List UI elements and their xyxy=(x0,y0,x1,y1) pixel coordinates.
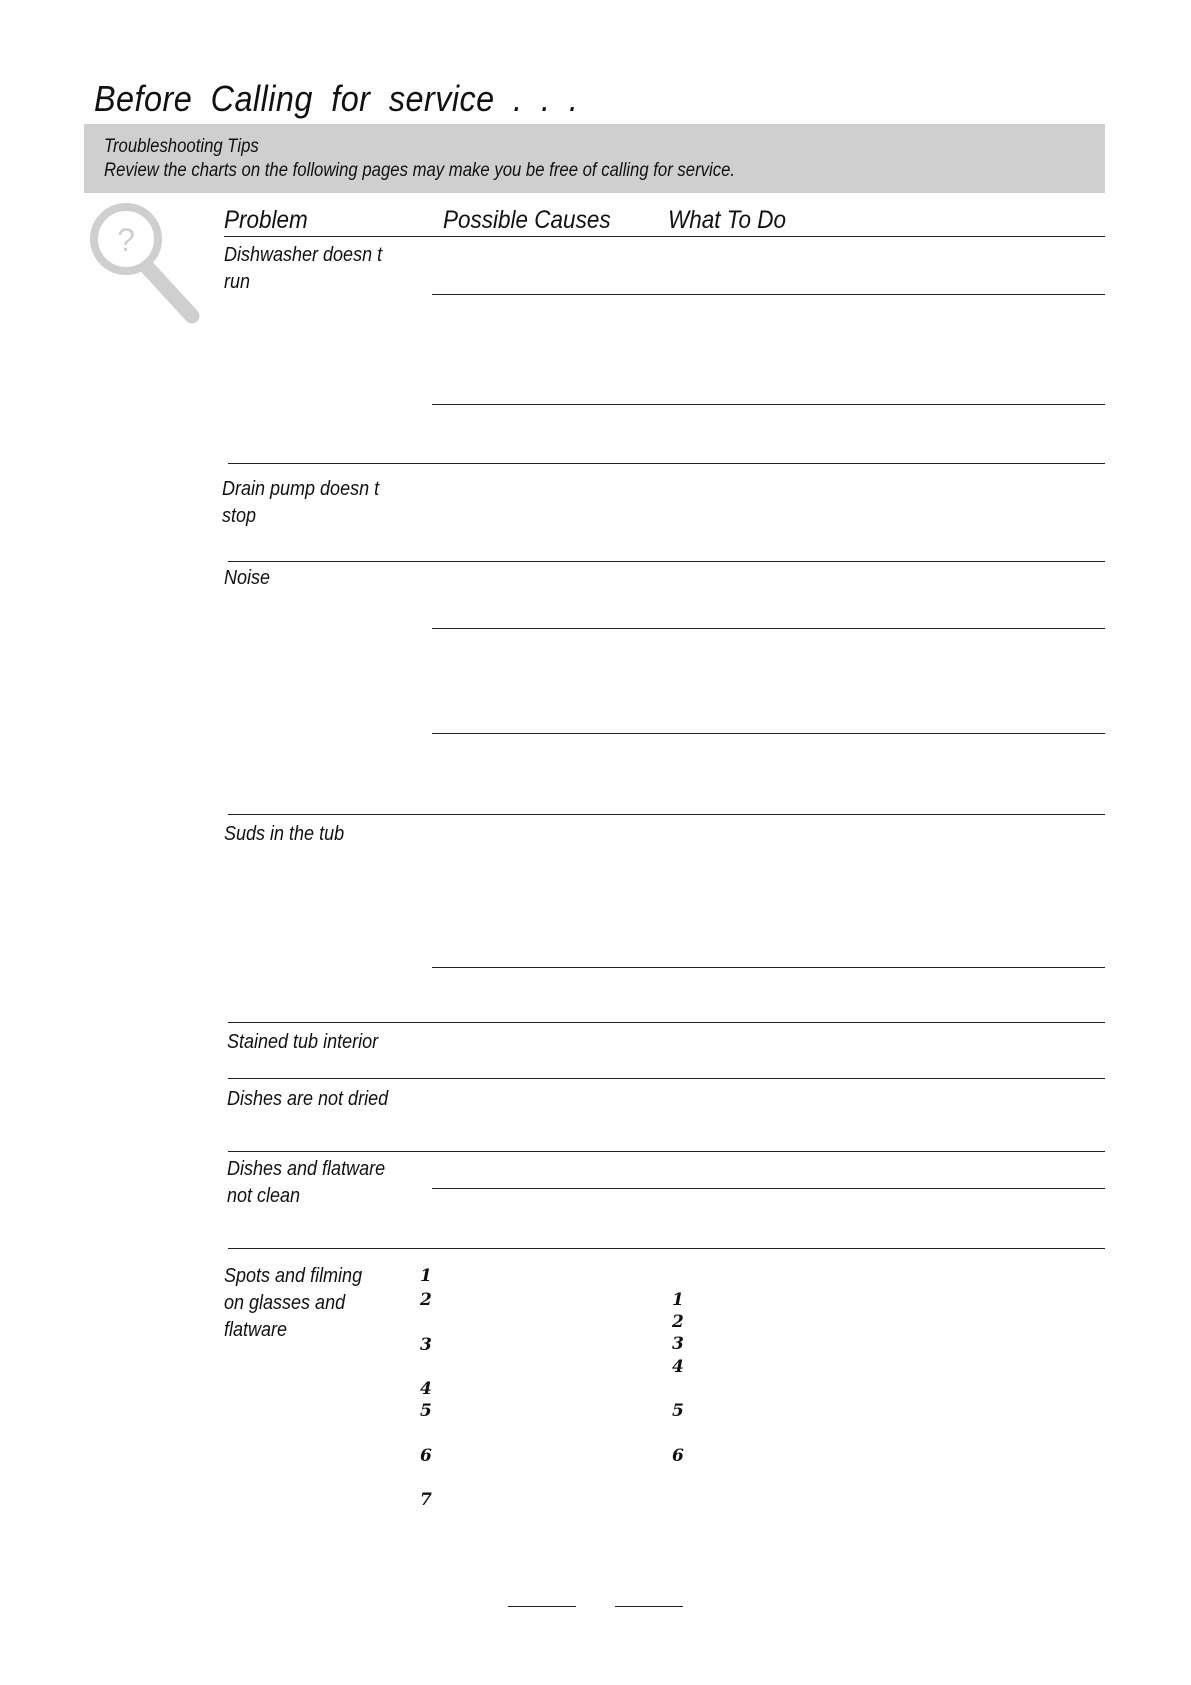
cause-divider xyxy=(432,294,1105,295)
row-divider xyxy=(228,814,1105,815)
problem-stained-tub-interior: Stained tub interior xyxy=(227,1031,379,1053)
page-title: Before Calling for service . . . xyxy=(94,78,579,119)
footer-line-left xyxy=(508,1606,576,1607)
banner-heading: Troubleshooting Tips xyxy=(104,136,259,157)
magnifier-question-icon xyxy=(88,202,208,327)
cause-number: 1 xyxy=(420,1266,432,1286)
cause-number: 3 xyxy=(420,1335,432,1355)
cause-divider xyxy=(432,1188,1105,1189)
problem-noise: Noise xyxy=(224,567,271,589)
header-rule xyxy=(224,236,1105,237)
todo-number: 5 xyxy=(672,1401,684,1421)
cause-divider xyxy=(432,733,1105,734)
row-divider xyxy=(228,1248,1105,1249)
footer-line-right xyxy=(615,1606,683,1607)
problem-spots-and-filming: Spots and filming on glasses and flatware xyxy=(224,1265,363,1341)
svg-text:?: ? xyxy=(117,222,135,258)
todo-number: 4 xyxy=(672,1357,684,1377)
cause-number: 6 xyxy=(420,1446,432,1466)
tips-banner xyxy=(84,124,1105,193)
header-possible-causes: Possible Causes xyxy=(443,206,611,234)
row-divider xyxy=(228,1022,1105,1023)
cause-number: 2 xyxy=(420,1290,432,1310)
cause-number: 4 xyxy=(420,1379,432,1399)
problem-suds-in-the-tub: Suds in the tub xyxy=(224,823,345,845)
cause-divider xyxy=(432,967,1105,968)
cause-divider xyxy=(432,404,1105,405)
problem-dishes-not-dried: Dishes are not dried xyxy=(227,1088,389,1110)
problem-dishwasher-doesnt-run: Dishwasher doesn t run xyxy=(224,244,383,293)
row-divider xyxy=(228,561,1105,562)
todo-number: 3 xyxy=(672,1334,684,1354)
row-divider xyxy=(228,1078,1105,1079)
cause-divider xyxy=(432,628,1105,629)
banner-text: Review the charts on the following pages may make you be free of calling for service. xyxy=(104,160,736,181)
problem-drain-pump-doesnt-stop: Drain pump doesn t stop xyxy=(222,478,380,527)
row-divider xyxy=(228,463,1105,464)
todo-number: 6 xyxy=(672,1446,684,1466)
cause-number: 5 xyxy=(420,1401,432,1421)
header-what-to-do: What To Do xyxy=(668,206,786,234)
cause-number: 7 xyxy=(420,1490,432,1510)
todo-number: 1 xyxy=(672,1290,684,1310)
problem-dishes-flatware-not-clean: Dishes and flatware not clean xyxy=(227,1158,386,1207)
todo-number: 2 xyxy=(672,1312,684,1332)
header-problem: Problem xyxy=(224,206,308,234)
row-divider xyxy=(228,1151,1105,1152)
